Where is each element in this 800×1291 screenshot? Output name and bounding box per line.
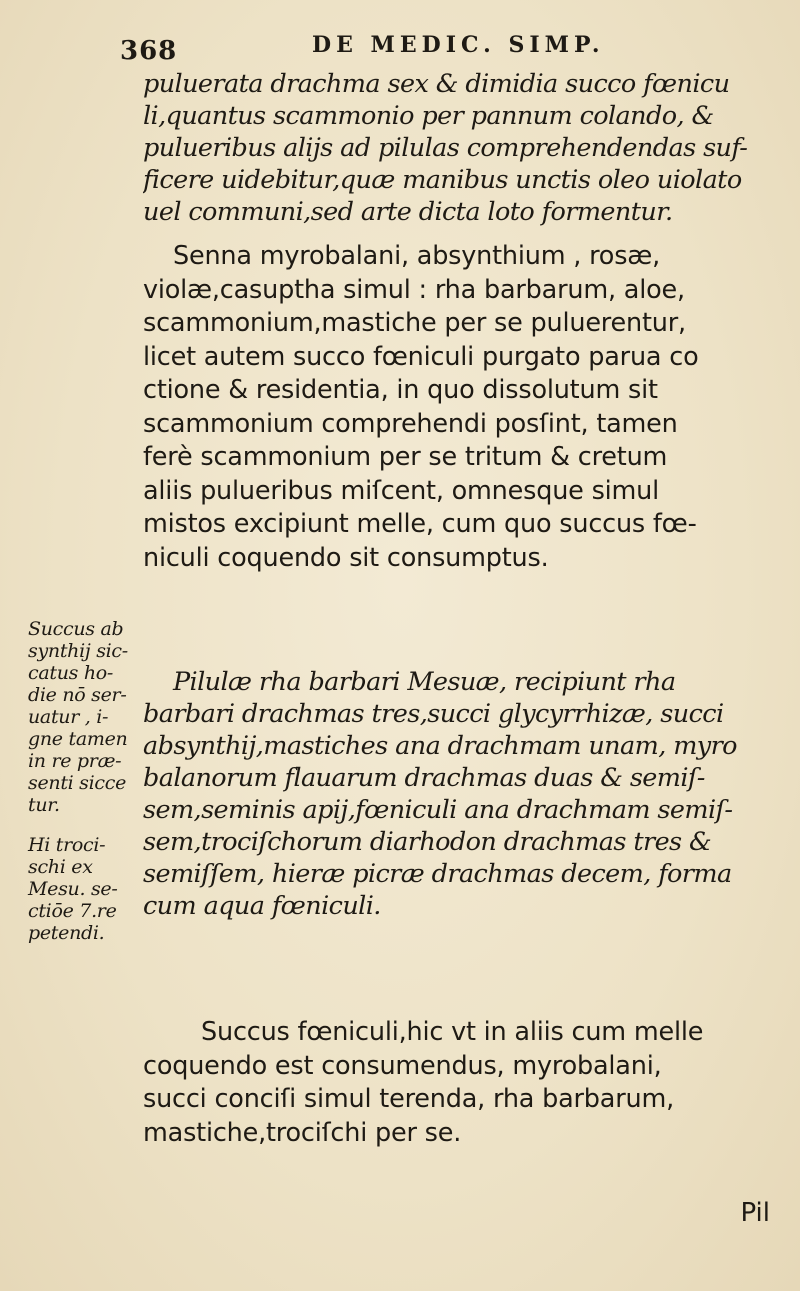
- margin-line: in re præ-: [28, 750, 122, 772]
- margin-line: gne tamen: [28, 728, 128, 750]
- text-line: violæ,casuptha simul : rha barbarum, aloe,: [143, 274, 685, 305]
- margin-line: ctiōe 7.re: [28, 900, 117, 922]
- text-line: absynthij,mastiches ana drachmam unam, myro: [143, 731, 737, 761]
- margin-note-trocisci: [28, 834, 148, 944]
- margin-line: petendi.: [28, 922, 105, 944]
- text-line: coquendo est consumendus, myrobalani,: [143, 1050, 662, 1081]
- margin-line: catus ho-: [28, 662, 114, 684]
- text-line: Senna myrobalani, absynthium , rosæ,: [173, 241, 661, 271]
- page-header: [120, 26, 760, 66]
- text-line: sem,trociſchorum diarhodon drachmas tres &: [143, 827, 712, 857]
- paragraph-recipe-continuation: [143, 68, 778, 228]
- text-line: barbari drachmas tres,succi glycyrrhizæ, succi: [143, 699, 724, 729]
- text-line: Pilulæ rha barbari Mesuæ, recipiunt rha: [173, 667, 676, 697]
- running-head: DE MEDIC. SIMP.: [312, 32, 605, 58]
- text-line: licet autem succo fœniculi purgato parua co: [143, 341, 699, 372]
- margin-line: Succus ab: [28, 618, 124, 640]
- catchword: Pil: [740, 1198, 770, 1228]
- page-number: 368: [120, 36, 178, 66]
- text-line: balanorum flauarum drachmas duas & semiſ-: [143, 763, 705, 793]
- paragraph-pilulae-rha-barbari: [143, 666, 778, 922]
- paragraph-commentary-senna: [143, 240, 778, 575]
- text-line: ferè scammonium per se tritum & cretum: [143, 442, 668, 472]
- text-line: succi conciſi simul terenda, rha barbarum,: [143, 1084, 675, 1114]
- text-line: li,quantus scammonio per pannum colando, &: [143, 101, 714, 131]
- text-line: ctione & residentia, in quo dissolutum sit: [143, 375, 658, 405]
- text-line: aliis pulueribus miſcent, omnesque simul: [143, 475, 660, 506]
- text-line: mastiche,trociſchi per se.: [143, 1117, 462, 1148]
- text-line: scammonium comprehendi posſint, tamen: [143, 408, 678, 439]
- margin-line: synthij sic-: [28, 640, 128, 662]
- margin-line: schi ex: [28, 856, 93, 878]
- text-line: ficere uidebitur,quæ manibus unctis oleo uiolato: [143, 165, 742, 195]
- text-line: semiſſem, hieræ picræ drachmas decem, forma: [143, 859, 732, 889]
- text-line: mistos excipiunt melle, cum quo succus fœ-: [143, 509, 697, 539]
- text-line: uel communi,sed arte dicta loto formentur.: [143, 197, 673, 227]
- text-line: Succus fœniculi,hic vt in aliis cum melle: [201, 1017, 704, 1047]
- text-line: sem,seminis apij,fœniculi ana drachmam semiſ-: [143, 795, 733, 825]
- margin-line: die nō ser-: [28, 684, 127, 706]
- margin-line: tur.: [28, 794, 60, 816]
- margin-line: uatur , i-: [28, 706, 109, 728]
- margin-note-succus: [28, 618, 148, 816]
- text-line: niculi coquendo sit consumptus.: [143, 542, 549, 573]
- margin-line: Mesu. se-: [28, 878, 118, 900]
- text-line: pulueribus alijs ad pilulas comprehendendas suf-: [143, 133, 748, 163]
- margin-line: Hi troci-: [28, 834, 106, 856]
- text-line: puluerata drachma sex & dimidia succo fœnicu: [143, 69, 730, 99]
- margin-line: senti sicce: [28, 772, 127, 794]
- text-line: scammonium,mastiche per se puluerentur,: [143, 308, 686, 338]
- text-line: cum aqua fœniculi.: [143, 891, 381, 921]
- paragraph-commentary-succus: [143, 1016, 778, 1150]
- margin-gap: [28, 816, 148, 834]
- margin-notes: [28, 618, 148, 944]
